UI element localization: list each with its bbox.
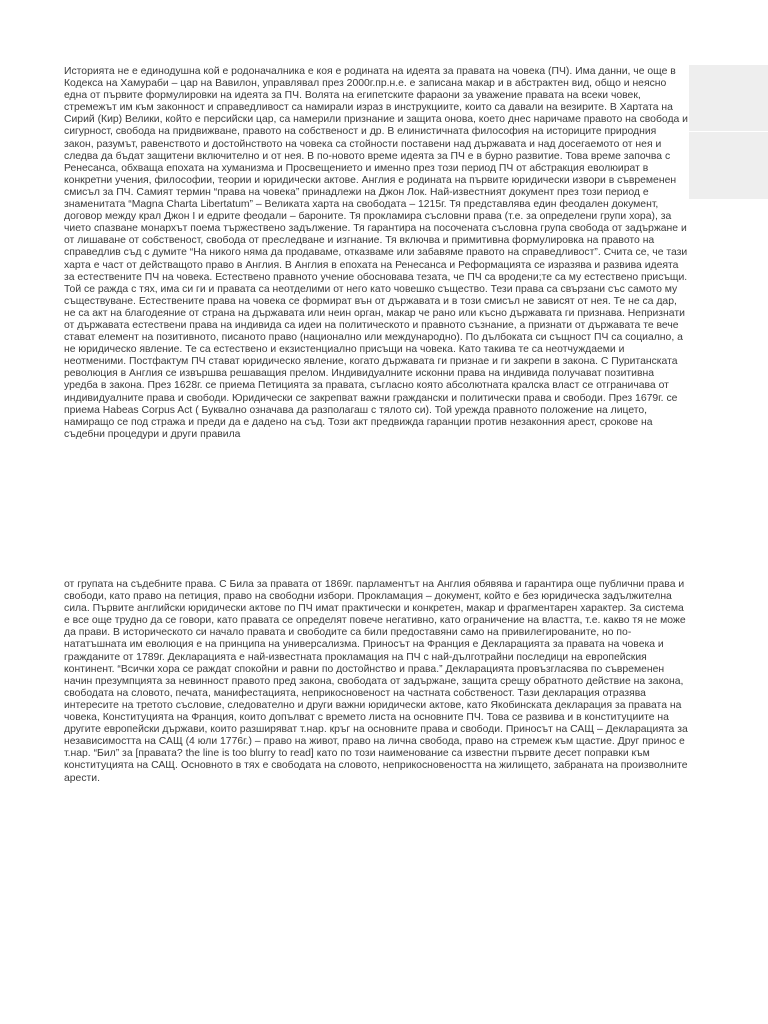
side-panel-lower xyxy=(689,132,768,199)
document-text-bottom: от групата на съдебните права. С Била за правата от 1869г. парламентът на Англия обявява и гарантира още публични права и свободи, като право на петиция, право на свободни избори. Прокламация – документ, който е без юридическа задължителна сила. Първите английски юридически актове по ПЧ имат практически и конкретен, макар и фрагментарен характер. За система е все още трудно да се говори, като правата се определят повече негативно, като ограничение на властта, т.е. какво тя не може да прави. В историческото си начало правата и свободите са били предоставяни само на привилегированите, но по-нататъшната им еволюция е на принципа на универсализма. Приносът на Франция е Декларацията за правата на човека и гражданите от 1789г. Декларацията е най-известната прокламация на ПЧ с най-дълготрайни последици на европейския континент. “Всички хора се раждат спокойни и равни по достойнство и права.” Декларацията провъзгласява по съвременен начин презумпцията за невинност правото пред закона, свободата от задържане, защита срещу обратното действие на закона, свободата на словото, печата, манифестацията, неприкосновеност на частната собственост. Тази декларация отразява интересите на третото съсловие, следователно и други важни юридически актове, като Якобинската декларация за правата на човека, Конституцията на Франция, които допълват с времето листа на основните ПЧ. Това се развива и в конституциите на другите европейски държави, които разширяват т.нар. кръг на основните права и свободи. Приносът на САЩ – Декларацията за независимостта на САЩ (4 юли 1776г.) – право на живот, право на лична свобода, право на стремеж към щастие. Друг принос е т.нар. “Бил” за [правата? the line is too blurry to read] като по този наименование са известни първите десет поправки към конституцията на САЩ. Основното в тях е свободата на словото, неприкосновеността на жилището, забраната на произволните арести. xyxy=(64,579,688,784)
side-panel-upper xyxy=(689,65,768,131)
document-text-top: Историята не е единодушна кой е родоначалника е коя е родината на идеята за правата на човека (ПЧ). Има данни, че още в Кодекса на Хамураби – цар на Вавилон, управлявал през 2000г.пр.н.е. е записана макар и в абстрактен вид, общо и неясно една от първите формулировки на идеята за ПЧ. Волята на египетските фараони за уважение правата на всеки човек, стремежът им към законност и справедливост са намирали израз в инструкциите, които са давали на везирите. В Хартата на Сирий (Кир) Велики, който е персийски цар, са намерили признание и защита онова, което днес наричаме правото на свобода и сигурност, свобода на придвижване, правото на собственост и др. В елинистичната философия на историците природния закон, разумът, равенството и достойнството на човека са стойности поставени над държавата и над досегаемото от нея и следва да бъдат защитени включително и от нея. В по-новото време идеята за ПЧ е в бурно развитие. Това време започва с Ренесанса, обхваща епохата на хуманизма и Просвещението и именно през този период ПЧ от абстракция еволюират в конкретни учения, философии, теории и юридически актове. Англия е родината на първите юридически извори в съвременен смисъл за ПЧ. Самият термин “права на човека” принадлежи на Джон Лок. Най-известният документ през този период е знаменитата “Magna Charta Libertatum” – Великата харта на свободата – 1215г. Тя представлява един феодален документ, договор между крал Джон I и едрите феодали – бароните. Тя прокламира съсловни права (т.е. за определени групи хора), за чието спазване монархът поема тържествено задължение. Тя гарантира на посочената съсловна група свобода от задържане и от лишаване от собственост, свобода от преследване и изгнание. Тя включва и примитивна формулировка на правото на справедлив съд с думите “На никого няма да продаваме, отказваме или забавяме правото на справедливост”. Счита се, че тази харта е част от действащото право в Англия. В Англия в епохата на Ренесанса и Реформацията се изразява и развива идеята за естествените ПЧ на човека. Естествено правното учение обосновава тезата, че ПЧ са вродени;те са му естествено присъщи. Той се ражда с тях, има си ги и правата са неотделими от него като човешко същество. Тези права са свързани със самото му съществуване. Естествените права на човека се формират вън от държавата и в този смисъл не зависят от нея. Те не са дар, не са акт на благодеяние от страна на държавата или неин орган, макар че рано или късно държавата ги признава. Непризнати от държавата естествени права на индивида са идеи на политическото и правното съзнание, а признати от държавата те вече стават елемент на позитивното, писаното право (национално или международно). По дълбоката си същност ПЧ са социално, а не юридическо явление. Те са естествено и екзистенциално присъщи на човека. Като такива те са неотчуждаеми и неотменими. Постфактум ПЧ стават юридическо явление, когато държавата ги признае и ги закрепи в закона. С Пуританската революция в Англия се извършва решаващия прелом. Индивидуалните исконни права на индивида получават позитивна уредба в закона. През 1628г. се приема Петицията за правата, съгласно която абсолютната кралска власт се отграничава от индивидуалните права и свободи. Юридически се закрепват важни граждански и политически права и свободи. През 1679г. се приема Habeas Corpus Act ( Буквално означава да разполагаш с тялото си). Той урежда правното положение на лицето, намиращо се под стража и преди да е дадено на съд. Този акт предвижда гаранции против незаконния арест, срокове на съдебни процедури и други правила xyxy=(64,66,688,440)
